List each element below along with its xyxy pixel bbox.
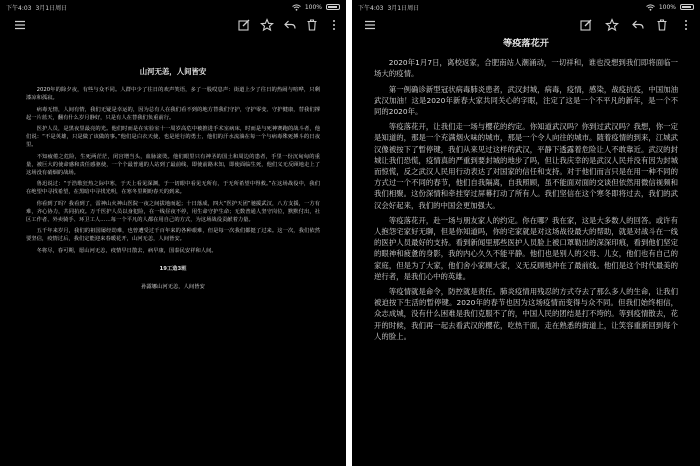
document-page: [352, 38, 700, 466]
menu-icon[interactable]: [362, 17, 378, 33]
status-date: 3月1日周日: [387, 4, 420, 12]
class-line: 19工造3班: [159, 265, 187, 272]
status-time: 下午4:03: [6, 4, 32, 12]
edit-icon[interactable]: [236, 17, 252, 33]
more-icon[interactable]: [678, 17, 694, 33]
status-date: 3月1日周日: [35, 4, 68, 12]
right-reader-screen: [352, 0, 700, 466]
paragraph: 2020年的除夕夜，有些与众不同。人群中少了往日的欢声笑语，多了一股哎息声：街道上少了往日的热闹与喧哗，只剩漆凉和孤寂。: [26, 87, 320, 102]
paragraph: 等疫落花开，赴一场与朋友家人的约定。你在哪？我在家，这是大多数人的回答。或许有人抱怨宅家好无聊，但是你知道吗，你的宅家就是对这场战役最大的帮助，就是对战斗在一线的医护人员最好的支持。看到新闻里那些医护人员脸上被口罩勒出的深深印痕，看到他们坚定的眼神和疲惫的身影，我的内心久久不能平静。他们也是别人的父母、儿女，他们也有自己的家庭，但是为了大家，他们舍小家顾大家，义无反顾地冲在了最前线。他们是这个时代最美的逆行者，是我们心中的英雄。: [374, 215, 678, 281]
paragraph: 2020年1月7日，离校返家，合肥南站人潮涌动，一切祥和，谁也没想到我们即将面临一场大的疫情。: [374, 58, 678, 79]
paragraph: 等疫落花开，让我们走一场与樱花的约定。你知道武汉吗？你到过武汉吗？我想，你一定是知道的，那是一个充满烟火味的城市，那是一个令人向往的城市。随着疫情的到来，江城武汉像被按下了暂停键，我们从来见过这样的武汉，平静下透露着危险让人不敢靠近。武汉的封城让我们恐慌，疫情真的严重到要封城的地步了吗，但让我庆幸的是武汉人民并没有因为封城而惊慌，反之武汉人民用行动表达了对国家的信任和支持。对于他们而言只是在用一种不同的方式过一个不同的春节，他们自我隔离，自我照顾，虽不能面对面的交谈但依然用微信视频和我们相聚。这份深情和牵挂穿过屏幕打动了所有人。我们坚信在这个寒冬即将过去，我们的武汉会好起来，我们的中国会更加强大。: [374, 122, 678, 210]
left-reader-screen: [0, 0, 346, 466]
battery-percent: 100%: [658, 3, 676, 11]
paragraph: 第一例确诊新型冠状病毒肺炎患者，武汉封城，病毒，疫情，感染，战疫抗疫，中国加油武汉加油！这是2020年新春大家共同关心的字眼，注定了这是一个不平凡的新年，是一个不同的2020年。: [374, 84, 678, 117]
paragraph: 病毒无情，人间有情，我们无疑是幸运的，因为总有人在我们看不到的地方替我们守护，守护零变、守护健康，替我们撑起一片蓝天，翻有什么岁月静好，只是有人在替我们负重前行。: [26, 106, 320, 121]
wifi-icon: [292, 4, 301, 11]
wifi-icon: [646, 4, 655, 11]
status-bar: [358, 2, 694, 12]
star-icon[interactable]: [259, 17, 275, 33]
article-title: 等疫落花开: [503, 38, 549, 49]
document-page: [0, 42, 346, 466]
reader-toolbar: [0, 14, 346, 36]
battery-percent: 100%: [304, 3, 322, 11]
paragraph: 冬将尽，春可期，愿山河无恙，疫情早日散去，病早康，国泰民安祥和人间。: [36, 247, 217, 254]
edit-icon[interactable]: [578, 17, 594, 33]
status-bar: [6, 2, 340, 12]
trash-icon[interactable]: [654, 17, 670, 33]
article-title: 山河无恙，人间皆安: [139, 67, 207, 76]
paragraph: 不知疲倦之危险，生死两茫茫，闭宫增当头，血脉滚烫。他们眼里只有神圣的国土和周边的患者，手里一份沉甸甸的重量，被巨大的使命感和责任感驱使，一个个最普通的人站到了最前线，即使前路未知，即使面临生死，他们义无反顾地走上了这场没有硝烟的战场。: [26, 153, 320, 177]
paragraph: 医护人员，是黑夜里最亮的光。他们时而是在实验室十一周岁高危中被推进手术室病床，时而是与死神赛跑的战斗者，他们说：“不是英雄，只是做了该做的事。”他们是白衣天使，也是逆行的勇士，他们的汗水流淌在每一个与病毒殊死搏斗的日夜里。: [26, 126, 320, 149]
more-icon[interactable]: [326, 17, 342, 33]
star-icon[interactable]: [604, 17, 620, 33]
battery-icon: [680, 4, 694, 10]
status-time: 下午4:03: [358, 4, 384, 12]
reply-icon[interactable]: [630, 17, 646, 33]
battery-icon: [326, 4, 340, 10]
signature-line: 孙露娜山河无恙，人间皆安: [141, 284, 205, 291]
paragraph: 你看到了吗？我看到了，雷神山火神山医院一夜之间拔地而起；十日落成，四大“医护天团”驰援武汉，八方支援，一方有难，齐心协力，共同抗疫。万千医护人员以身犯险，在一线昼夜不停，用生命守护生命；无数普通人坚守岗位，默默付出，社区工作者、外卖骑手、环卫工人……每一个平凡的人都在用自己的方式，为这场战役贡献着力量。: [26, 200, 320, 224]
paragraph: 等疫情就是命令，防控就是责任。肺炎疫情用残忍的方式夺去了那么多人的生命，让我们被迫按下生活的暂停键。2020年的春节也因为这场疫情而变得与众不同。但我们始终相信，众志成城，没有什么困难是我们克服不了的，中国人民的团结是打不垮的。等到疫情散去，花开的时候，我们再一起去看武汉的樱花，吃热干面，走在熟悉的街道上，让笑容重新回到每个人的脸上。: [374, 287, 678, 341]
reply-icon[interactable]: [282, 17, 298, 33]
reader-toolbar: [352, 14, 700, 36]
trash-icon[interactable]: [304, 17, 320, 33]
menu-icon[interactable]: [12, 17, 28, 33]
paragraph: 五千年来岁月，我们的祖国屡经劫难，也曾遭受过千百年来的各种艰难，但是每一次我们都挺了过来。这一次，我们依然要坚信，疫情过后，我们定能迎来春暖花开，山河无恙，人间皆安。: [26, 228, 320, 243]
paragraph: 鲁迅说过：“于浩歌狂热之际中寒，于天上看见深渊，于一切眼中看见无所有，于无所希望中得救。”在这场战役中，我们在绝望中寻找希望，在黑暗中寻找光明，在寒冬里期盼春天的到来。: [26, 181, 320, 196]
